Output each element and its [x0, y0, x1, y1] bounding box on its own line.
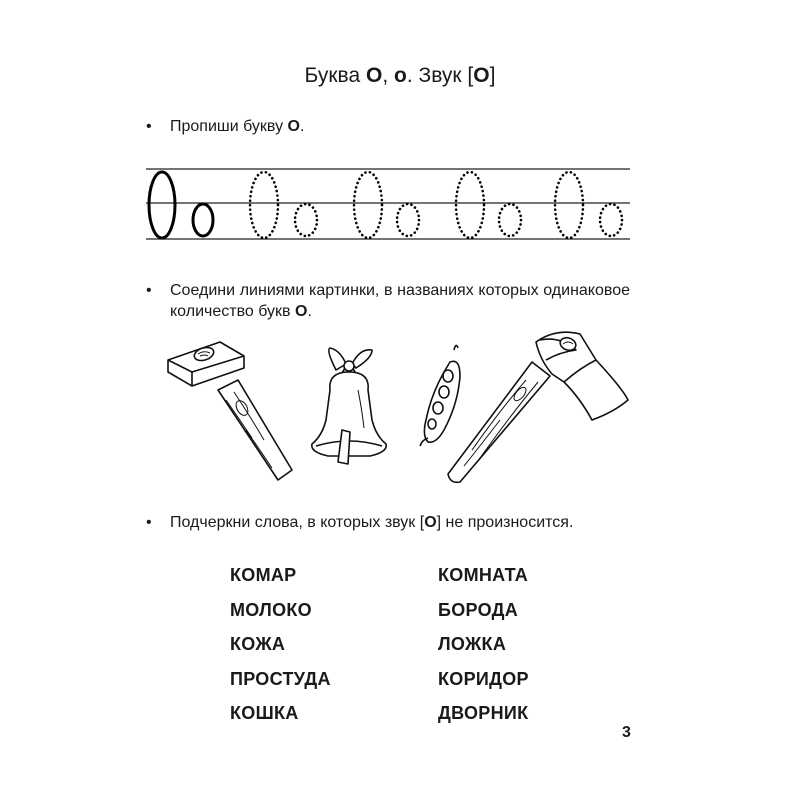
dotted-letter-o-upper	[250, 172, 278, 238]
dotted-letter-o-upper	[354, 172, 382, 238]
word-item[interactable]: ЛОЖКА	[438, 634, 507, 654]
word-column-left	[230, 558, 331, 731]
task-2	[146, 280, 630, 322]
bullet: •	[146, 282, 152, 299]
word-item[interactable]: ДВОРНИК	[438, 703, 529, 723]
pea-pod-picture[interactable]	[420, 345, 460, 446]
title-sound-text: . Звук [	[406, 64, 474, 87]
title-separator: ,	[382, 64, 395, 87]
word-item[interactable]: КОМАР	[230, 565, 297, 585]
word-item[interactable]: МОЛОКО	[230, 599, 312, 620]
bell-picture[interactable]	[312, 348, 386, 464]
dotted-letter-o-upper	[555, 172, 583, 238]
task-1	[146, 116, 630, 137]
sample-letter-o-upper	[149, 172, 175, 238]
pictures-row	[160, 320, 640, 500]
page-number: 3	[622, 724, 631, 741]
word-item[interactable]: БОРОДА	[438, 599, 519, 620]
dotted-letter-o-lower	[600, 204, 622, 236]
task-2-text: Соедини линиями картинки, в названиях которых одинаковое количество букв О.	[170, 282, 630, 320]
task-3-text: Подчеркни слова, в которых звук [О] не произносится.	[170, 514, 574, 531]
word-item[interactable]: КОМНАТА	[438, 565, 529, 585]
sample-letter-o-lower	[193, 204, 213, 236]
word-item[interactable]: КОШКА	[230, 703, 299, 723]
bullet: •	[146, 118, 152, 135]
word-item[interactable]: ПРОСТУДА	[230, 668, 331, 689]
title-letter-upper: О	[366, 64, 383, 87]
dotted-letter-o-upper	[456, 172, 484, 238]
word-column-right	[438, 558, 529, 731]
word-item[interactable]: КОЖА	[230, 634, 286, 654]
title-sound: О	[473, 64, 490, 87]
word-item[interactable]: КОРИДОР	[438, 668, 529, 689]
title-letter-lower: о	[394, 64, 407, 87]
axe-picture[interactable]	[448, 332, 628, 482]
task-1-text: Пропиши букву О.	[170, 118, 305, 135]
bullet: •	[146, 514, 152, 531]
page-title	[0, 64, 800, 88]
title-bracket: ]	[489, 64, 496, 87]
handwriting-practice-lines[interactable]	[146, 160, 630, 244]
dotted-letter-o-lower	[295, 204, 317, 236]
task-3	[146, 512, 630, 533]
dotted-letter-o-lower	[397, 204, 419, 236]
title-text: Буква	[304, 64, 366, 87]
hammer-picture[interactable]	[168, 342, 292, 480]
dotted-letter-o-lower	[499, 204, 521, 236]
